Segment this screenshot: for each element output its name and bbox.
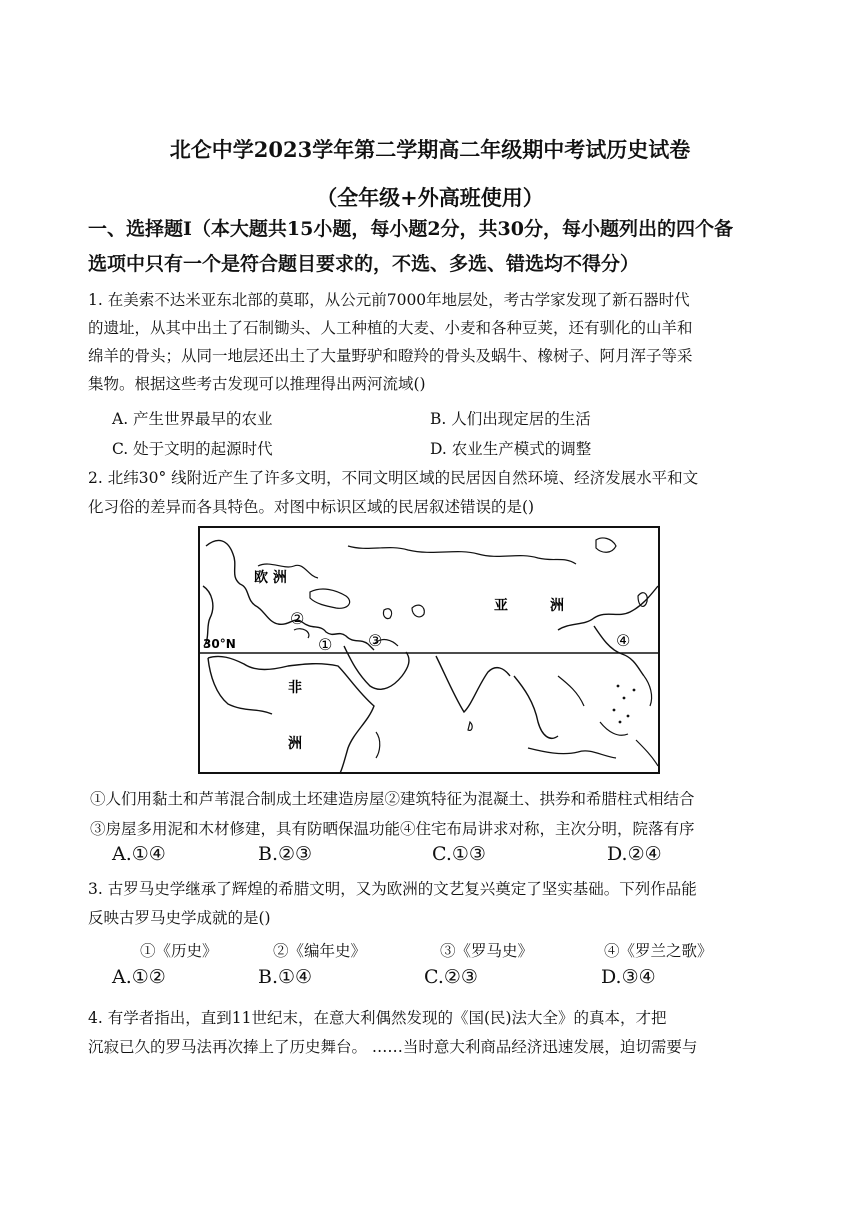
q2-line-1: 2. 北纬30° 线附近产生了许多文明，不同文明区域的民居因自然环境、经济发展水平和文: [88, 469, 699, 487]
world-map-30n: [198, 526, 660, 774]
q3-option-c[interactable]: C.②③: [424, 966, 478, 988]
map-label-europe: 欧 洲: [254, 570, 287, 586]
q4-line-1: 4. 有学者指出，直到11世纪末，在意大利偶然发现的《国(民)法大全》的真本，才把: [88, 1009, 667, 1027]
section-header-line-1: 一、选择题I（本大题共15小题，每小题2分，共30分，每小题列出的四个备: [88, 218, 733, 240]
q3-option-a[interactable]: A.①②: [112, 966, 166, 988]
map-label-30n: 30°N: [203, 637, 236, 651]
map-label-africa-1: 非: [288, 680, 302, 696]
map-label-africa-2: 洲: [288, 736, 302, 752]
q3-line-1: 3. 古罗马史学继承了辉煌的希腊文明，又为欧洲的文艺复兴奠定了坚实基础。下列作品能: [88, 880, 697, 898]
map-marker-4: ④: [616, 631, 631, 650]
q2-statements-line-1: ①人们用黏土和芦苇混合制成土坯建造房屋②建筑特征为混凝土、拱券和希腊柱式相结合: [90, 790, 695, 808]
section-header-line-2: 选项中只有一个是符合题目要求的，不选、多选、错选均不得分）: [88, 253, 640, 275]
q1-option-b[interactable]: B. 人们出现定居的生活: [430, 410, 591, 428]
q1-option-a[interactable]: A. 产生世界最早的农业: [112, 410, 273, 428]
q4-line-2: 沉寂已久的罗马法再次捧上了历史舞台。 ……当时意大利商品经济迅速发展，迫切需要与: [88, 1038, 698, 1056]
q1-line-3: 绵羊的骨头；从同一地层还出土了大量野驴和瞪羚的骨头及蜗牛、橡树子、阿月浑子等采: [88, 347, 693, 365]
exam-subtitle: （全年级+外高班使用）: [316, 185, 544, 210]
q2-statements-line-2: ③房屋多用泥和木材修建，具有防晒保温功能④住宅布局讲求对称，主次分明，院落有序: [90, 820, 695, 838]
q2-line-2: 化习俗的差异而各具特色。对图中标识区域的民居叙述错误的是(): [88, 498, 535, 516]
q3-option-d[interactable]: D.③④: [601, 966, 656, 988]
q1-line-2: 的遗址，从其中出土了石制锄头、人工种植的大麦、小麦和各种豆荚，还有驯化的山羊和: [88, 319, 693, 337]
q3-work-2: ②《编年史》: [273, 942, 367, 960]
map-marker-1: ①: [318, 635, 333, 654]
q1-line-1: 1. 在美索不达米亚东北部的莫耶，从公元前7000年地层处，考古学家发现了新石器时代: [88, 291, 690, 309]
q3-work-4: ④《罗兰之歌》: [604, 942, 713, 960]
map-marker-3: ③: [368, 631, 383, 650]
map-label-asia-1: 亚: [494, 598, 508, 614]
q2-option-a[interactable]: A.①④: [112, 843, 166, 865]
q2-option-c[interactable]: C.①③: [432, 843, 486, 865]
exam-title: 北仑中学2023学年第二学期高二年级期中考试历史试卷: [169, 137, 691, 162]
q2-option-d[interactable]: D.②④: [607, 843, 662, 865]
q3-line-2: 反映古罗马史学成就的是(): [88, 909, 271, 927]
q1-option-c[interactable]: C. 处于文明的起源时代: [112, 440, 273, 458]
q3-work-3: ③《罗马史》: [440, 942, 534, 960]
q3-option-b[interactable]: B.①④: [258, 966, 313, 988]
map-label-asia-2: 洲: [550, 598, 564, 614]
map-marker-2: ②: [290, 609, 305, 628]
q1-option-d[interactable]: D. 农业生产模式的调整: [430, 440, 592, 458]
q2-option-b[interactable]: B.②③: [258, 843, 313, 865]
q1-line-4: 集物。根据这些考古发现可以推理得出两河流域(): [88, 375, 426, 393]
q3-work-1: ①《历史》: [140, 942, 218, 960]
